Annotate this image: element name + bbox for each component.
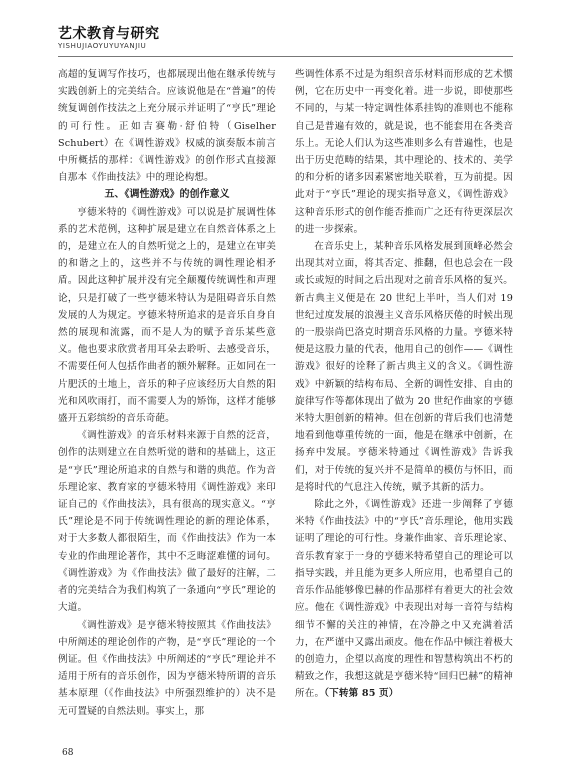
right-paragraph-2: 在音乐史上，某种音乐风格发展到顶峰必然会出现其对立面，将其否定、推翻，但也总会在一段或长或短的时间之后出现对之前音乐风格的复兴。新古典主义便是在 20 世纪上半叶，当人们对 19 世纪过度发展的浪漫主义音乐风格厌倦的时候出现的一股崇尚巴洛克时期音乐风格的力量。亨德米特便是这股力量的代表，他用自己的创作——《调性游戏》很好的诠释了新古典主义的含义。《调性游戏》中新颖的结构布局、全新的调性安排、自由的旋律写作等都体现出了做为 20 世纪作曲家的亨德米特大胆创新的精神。但在创新的背后我们也清楚地看到他尊重传统的一面，他是在继承中创新，在扬弃中发展。亨德米特通过《调性游戏》告诉我们，对于传统的复兴并不是简单的模仿与怀旧，而是将时代的气息注入传统，赋予其新的活力。	[295, 241, 513, 493]
right-paragraph-3	[295, 496, 513, 702]
right-column	[295, 66, 513, 703]
journal-title: 艺术教育与研究	[58, 26, 160, 42]
continued-note: （下转第 85 页）	[324, 688, 399, 700]
right-paragraph-3-text: 除此之外，《调性游戏》还进一步阐释了亨德米特《作曲技法》中的“亨氏”音乐理论，他用实践证明了理论的可行性。身兼作曲家、音乐理论家、音乐教育家于一身的亨德米特希望自己的理论可以指导实践，并且能为更多人所应用，也希望自己的音乐作品能够像巴赫的作品那样有着更大的社会效应。他在《调性游戏》中表现出对每一音符与结构细节不懈的关注的神情，在冷静之中又充满着活力，在严谨中又露出顽皮。他在作品中倾注着极大的创造力，企望以高度的理性和智慧构筑出不朽的精致之作，我想这就是亨德米特“回归巴赫”的精神所在。	[295, 499, 513, 700]
left-paragraph-4: 《调性游戏》是亨德米特按照其《作曲技法》中所阐述的理论创作的产物，是“亨氏”理论的一个例证。但《作曲技法》中所阐述的“亨氏”理论并不适用于所有的音乐创作，因为亨德米特所谓的音乐基本原理（《作曲技法》中所强烈维护的）决不是无可置疑的自然法则。事实上，那	[58, 619, 276, 717]
header-divider	[58, 56, 513, 57]
page-number: 68	[62, 748, 74, 758]
left-paragraph-2: 亨德米特的《调性游戏》可以说是扩展调性体系的艺术范例，这种扩展是建立在自然音体系之上的，是建立在人的自然听觉之上的，是建立在审美的和谐之上的，这些并不与传统的调性理论相矛盾。因此这种扩展并没有完全颠覆传统调性和声理论，只是打破了一些亨德米特认为是阻碍音乐自然发展的人为规定。亨德米特所追求的是音乐自身自然的展现和流露，而不是人为的赋予音乐某些意义。他也要求欣赏者用耳朵去聆听、去感受音乐，不需要任何人包括作曲者的额外解释。正如同在一片肥沃的土地上，音乐的种子应该经历大自然的阳光和风吹雨打，而不需要人为的矫饰，这样才能够盛开五彩缤纷的音乐奇葩。	[58, 206, 276, 425]
right-paragraph-1: 些调性体系不过是为组织音乐材料而形成的艺术惯例，它在历史中一再变化着。进一步说，即使那些不同的，与某一特定调性体系挂钩的准则也不能称自己是普遍有效的，就是说，也不能套用在各类音乐上。无论人们认为这些准则多么有普遍性，也是出于历史范畴的结果，其中理论的、技术的、美学的和分析的诸多因素紧密地关联着，互为前提。因此对于“亨氏”理论的现实指导意义，《调性游戏》这种音乐形式的创作能否推而广之还有待更深层次的进一步探索。	[295, 69, 513, 235]
left-paragraph-3: 《调性游戏》的音乐材料来源于自然的泛音，创作的法则建立在自然听觉的谐和的基础上，这正是“亨氏”理论所追求的自然与和谐的典范。作为音乐理论家、教育家的亨德米特用《调性游戏》来印证自己的《作曲技法》，具有很高的现实意义。“亨氏”理论是不同于传统调性理论的新的理论体系，对于大多数人都很陌生，而《作曲技法》作为一本专业的作曲理论著作，其中不乏晦涩难懂的词句。《调性游戏》为《作曲技法》做了最好的注解，二者的完美结合为我们构筑了一条通向“亨氏”理论的大道。	[58, 430, 276, 614]
journal-header	[58, 26, 518, 50]
section-heading: 五、《调性游戏》的创作意义	[104, 189, 230, 201]
left-paragraph-1: 高超的复调写作技巧，也都展现出他在继承传统与实践创新上的完美结合。应该说他是在“普遍”的传统复调创作技法之上充分展示并证明了“亨氏”理论的可行性。正如吉赛勒·舒伯特（Giselher Schubert）在《调性游戏》权威的演奏版本前言中所概括的那样：《调性游戏》的创作形式直接源自那本《作曲技法》中的理论构想。	[58, 69, 276, 184]
left-column	[58, 66, 276, 720]
journal-pinyin: YISHUJIAOYUYUYANJIU	[58, 42, 147, 50]
